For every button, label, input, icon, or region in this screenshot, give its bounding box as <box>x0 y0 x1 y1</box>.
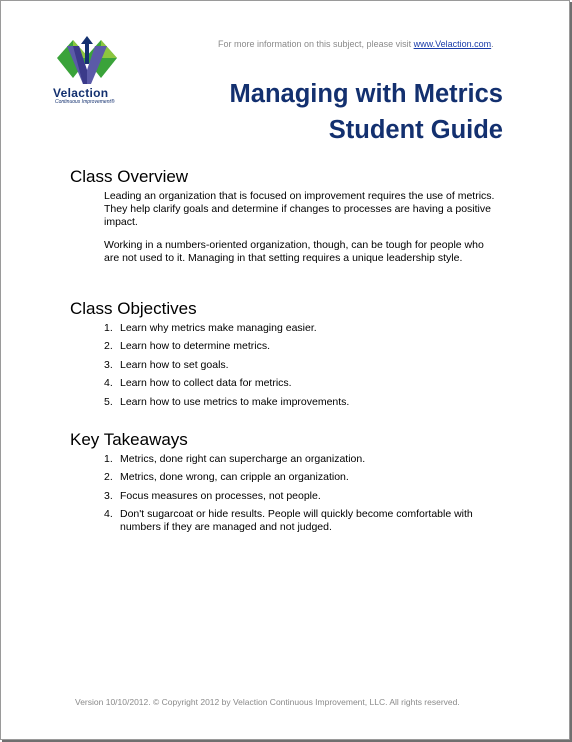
item-number: 4. <box>104 377 113 390</box>
list-item <box>104 453 504 466</box>
item-text: Learn how to collect data for metrics. <box>120 377 292 390</box>
logo-tagline: Continuous Improvement® <box>55 99 115 105</box>
objectives-list <box>104 322 504 414</box>
list-item <box>104 490 504 503</box>
list-item <box>104 377 504 390</box>
item-number: 1. <box>104 453 113 465</box>
logo-name: Velaction <box>53 86 109 100</box>
list-item <box>104 396 504 409</box>
overview-heading: Class Overview <box>70 167 189 186</box>
item-text: Learn how to determine metrics. <box>120 340 270 353</box>
overview-paragraph-1: Leading an organization that is focused on improvement requires the use of metrics. They help clarify goals and determine if changes to processes are having a positive impact. <box>104 190 495 228</box>
item-number: 2. <box>104 471 113 484</box>
info-suffix: . <box>491 39 494 49</box>
title-line-1: Managing with Metrics <box>229 80 503 108</box>
overview-paragraph-2: Working in a numbers-oriented organization, though, can be tough for people who are not used to it. Managing in that setting requires a unique leadership style. <box>104 239 484 264</box>
copyright-footer: Version 10/10/2012. © Copyright 2012 by Velaction Continuous Improvement, LLC. All rights reserved. <box>75 697 460 707</box>
takeaways-list <box>104 453 504 540</box>
velaction-logo <box>53 34 143 114</box>
item-text: Don't sugarcoat or hide results. People will quickly become comfortable with numbers if they are managed and not judged. <box>120 508 473 534</box>
info-line <box>218 39 494 49</box>
website-link[interactable]: www.Velaction.com <box>413 39 492 49</box>
item-number: 3. <box>104 358 113 371</box>
list-item <box>104 340 504 353</box>
takeaways-heading: Key Takeaways <box>70 430 188 449</box>
item-number: 3. <box>104 489 113 502</box>
item-text: Learn how to use metrics to make improvements. <box>120 395 350 408</box>
item-text: Metrics, done wrong, can cripple an organization. <box>120 471 349 484</box>
item-number: 1. <box>104 322 113 334</box>
item-number: 2. <box>104 340 113 353</box>
objectives-heading: Class Objectives <box>70 299 197 318</box>
item-number: 4. <box>104 508 113 521</box>
document-title <box>230 76 503 148</box>
list-item <box>104 471 504 484</box>
title-line-2: Student Guide <box>328 116 503 144</box>
logo-mark-icon <box>53 34 143 89</box>
list-item <box>104 508 504 534</box>
item-text: Focus measures on processes, not people. <box>120 489 321 502</box>
item-text: Learn how to set goals. <box>120 358 229 371</box>
info-prefix: For more information on this subject, please visit <box>218 39 412 49</box>
list-item <box>104 322 504 335</box>
item-number: 5. <box>104 395 113 408</box>
item-text: Learn why metrics make managing easier. <box>120 322 317 334</box>
list-item <box>104 359 504 372</box>
item-text: Metrics, done right can supercharge an organization. <box>120 453 366 465</box>
